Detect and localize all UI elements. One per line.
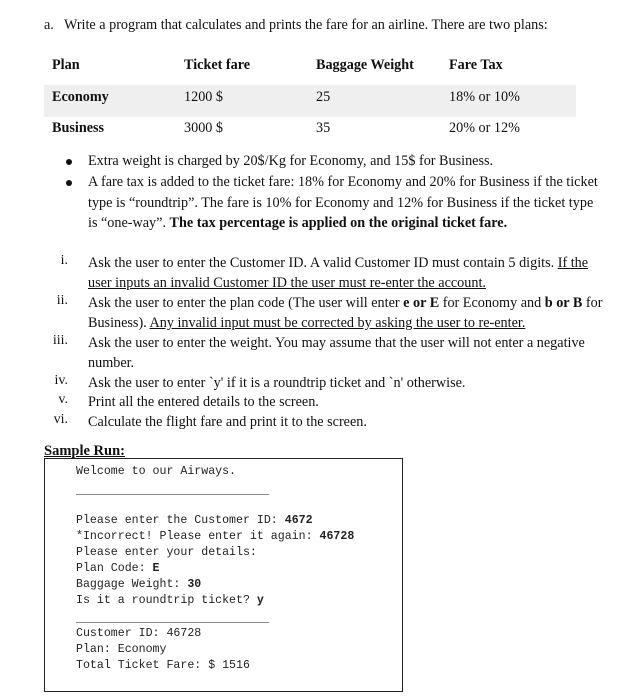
step-underlined-text: If the user inputs an invalid Customer ID the user must re-enter the account. [88, 255, 589, 291]
cell-tax-business: 20% or 12% [449, 120, 520, 136]
sample-run-title: Sample Run: [44, 443, 125, 459]
bullet-fare-tax-bold: The tax percentage is applied on the original ticket fare. [169, 215, 508, 231]
step-item: Ask the user to enter `y' if it is a roundtrip ticket and `n' otherwise. [88, 375, 466, 391]
cell-tax-economy: 18% or 10% [449, 89, 520, 105]
step-text: for Business). [88, 295, 603, 331]
step-number: ii. [56, 293, 68, 308]
console-line [76, 594, 264, 607]
console-output-line: Plan: Economy [76, 643, 167, 656]
bullet-fare-tax [88, 172, 604, 234]
step-item: Print all the entered details to the screen. [88, 394, 319, 410]
table-header-ticket-fare: Ticket fare [184, 57, 251, 73]
table-header-fare-tax: Fare Tax [449, 57, 503, 73]
cell-plan-business: Business [52, 120, 105, 136]
bullet-fare-tax-text: A fare tax is added to the ticket fare: 18% for Economy and 20% for Business if the ticket type is “roundtrip”. The fare is 10% for Economy and 12% for Business if the ticket type is “one-way”. [88, 174, 598, 231]
console-prompt: Plan Code: [76, 562, 153, 575]
step-text: Ask the user to enter the plan code (The user will enter [88, 295, 404, 311]
console-output-line: Customer ID: 46728 [76, 627, 202, 640]
console-output-box [44, 458, 403, 692]
console-input: y [256, 594, 264, 607]
console-line [76, 514, 313, 527]
step-number: i. [60, 253, 68, 268]
step-item: Calculate the flight fare and print it to the screen. [88, 414, 367, 430]
cell-weight-business: 35 [316, 120, 331, 136]
bullet-extra-weight: Extra weight is charged by 20$/Kg for Economy, and 15$ for Business. [88, 153, 494, 169]
cell-fare-economy: 1200 $ [184, 89, 224, 105]
table-header-plan: Plan [52, 57, 80, 73]
step-text: Ask the user to enter the Customer ID. A valid Customer ID must contain 5 digits. [88, 255, 555, 271]
step-underlined-text: Any invalid input must be corrected by asking the user to re-enter. [149, 315, 526, 331]
console-output-line: Total Ticket Fare: $ 1516 [76, 659, 250, 672]
console-line [76, 578, 201, 591]
console-input: 30 [187, 578, 202, 591]
console-line [76, 546, 257, 559]
question-label: a. [44, 17, 54, 33]
step-code-e: e or E [403, 295, 440, 311]
console-prompt: Baggage Weight: [76, 578, 188, 591]
console-welcome: Welcome to our Airways. [76, 465, 237, 478]
cell-fare-business: 3000 $ [184, 120, 224, 136]
bullet-dot-icon [66, 159, 72, 165]
bullet-dot-icon [66, 180, 72, 186]
console-prompt: Is it a roundtrip ticket? [76, 594, 257, 607]
cell-plan-economy: Economy [52, 89, 109, 105]
console-line [76, 530, 354, 543]
question-text: Write a program that calculates and prints the fare for an airline. There are two plans: [64, 17, 548, 33]
step-code-b: b or B [544, 295, 583, 311]
console-prompt: *Incorrect! Please enter it again: [76, 530, 320, 543]
step-item [88, 293, 608, 333]
cell-weight-economy: 25 [316, 89, 331, 105]
console-line [76, 562, 160, 575]
console-input: 46728 [319, 530, 355, 543]
step-item [88, 253, 608, 293]
console-divider [76, 494, 269, 495]
console-input: E [152, 562, 160, 575]
step-number: iv. [54, 373, 68, 388]
console-input: 4672 [284, 514, 313, 527]
table-header-baggage-weight: Baggage Weight [316, 57, 414, 73]
step-text: for Economy and [439, 295, 545, 311]
console-prompt: Please enter your details: [76, 546, 257, 559]
step-number: vi. [53, 412, 68, 427]
console-divider [76, 622, 269, 623]
console-prompt: Please enter the Customer ID: [76, 514, 285, 527]
step-number: v. [58, 392, 68, 407]
step-number: iii. [52, 333, 68, 348]
step-item: Ask the user to enter the weight. You may assume that the user will not enter a negative number. [88, 335, 585, 371]
